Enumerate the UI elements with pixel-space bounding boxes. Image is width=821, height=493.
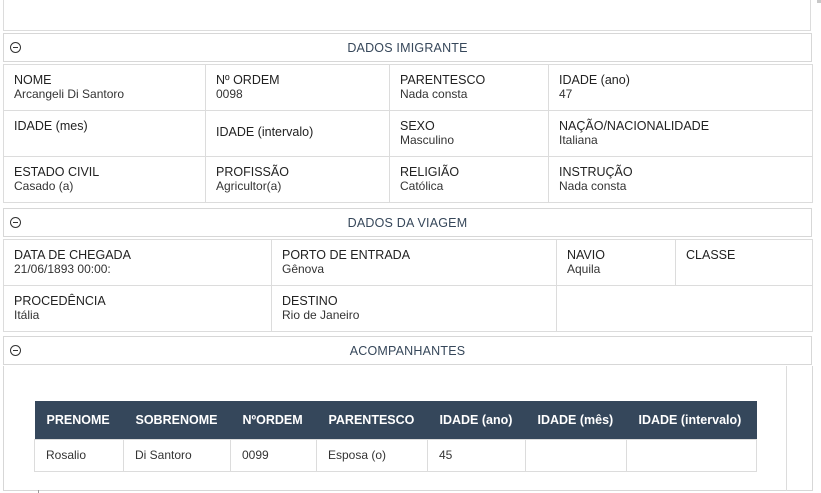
- top-panel: [3, 0, 811, 31]
- field-value: Italiana: [559, 133, 598, 147]
- field-label: DATA DE CHEGADA: [14, 248, 131, 262]
- table-row[interactable]: [35, 439, 757, 471]
- cell-prenome: Rosalio: [35, 439, 124, 471]
- field-value: 21/06/1893 00:00:: [14, 262, 111, 276]
- field-instrucao: [549, 157, 813, 203]
- field-chegada: [4, 240, 272, 286]
- field-label: PARENTESCO: [400, 73, 486, 87]
- field-value: Nada consta: [400, 87, 468, 101]
- column-header-parentesco[interactable]: PARENTESCO: [317, 401, 428, 439]
- imigrante-table: [3, 64, 813, 203]
- column-header-idade-ano[interactable]: IDADE (ano): [428, 401, 526, 439]
- field-parentesco: [390, 65, 549, 111]
- table-row: [4, 157, 813, 203]
- field-porto: [272, 240, 557, 286]
- collapse-minus-icon[interactable]: [10, 42, 21, 53]
- field-label: IDADE (intervalo): [216, 125, 314, 139]
- field-label: PROFISSÃO: [216, 165, 289, 179]
- field-label: DESTINO: [282, 294, 338, 308]
- field-idade-intervalo: [206, 111, 390, 157]
- field-idade-mes: [4, 111, 206, 157]
- field-label: IDADE (mes): [14, 119, 88, 133]
- field-label: PORTO DE ENTRADA: [282, 248, 411, 262]
- field-profissao: [206, 157, 390, 203]
- field-label: NOME: [14, 73, 52, 87]
- field-religiao: [390, 157, 549, 203]
- field-sexo: [390, 111, 549, 157]
- field-value: Arcangeli Di Santoro: [14, 87, 125, 101]
- table-row: [4, 111, 813, 157]
- field-value: 0098: [216, 87, 243, 101]
- column-header-idade-mes[interactable]: IDADE (mês): [526, 401, 627, 439]
- field-value: Casado (a): [14, 179, 74, 193]
- field-value: Itália: [14, 308, 40, 322]
- field-nacionalidade: [549, 111, 813, 157]
- field-value: Católica: [400, 179, 444, 193]
- column-header-sobrenome[interactable]: SOBRENOME: [124, 401, 231, 439]
- section-title: DADOS IMIGRANTE: [347, 40, 468, 55]
- field-label: SEXO: [400, 119, 435, 133]
- section-header-viagem[interactable]: [3, 208, 812, 237]
- field-value: Masculino: [400, 133, 455, 147]
- cell-idade-intervalo: [627, 439, 757, 471]
- table-row: [4, 65, 813, 111]
- field-value: Rio de Janeiro: [282, 308, 360, 322]
- cell-parentesco: Esposa (o): [317, 439, 428, 471]
- scroll-edge: [817, 0, 821, 3]
- field-ordem: [206, 65, 390, 111]
- cell-idade-mes: [526, 439, 627, 471]
- acompanhantes-table: [34, 401, 757, 472]
- field-estado-civil: [4, 157, 206, 203]
- field-value: Gênova: [282, 262, 325, 276]
- field-destino: [272, 286, 557, 332]
- field-procedencia: [4, 286, 272, 332]
- field-label: NAÇÃO/NACIONALIDADE: [559, 119, 710, 133]
- field-label: RELIGIÃO: [400, 165, 460, 179]
- table-row: [4, 240, 813, 286]
- field-nome: [4, 65, 206, 111]
- empty-cell: [557, 286, 813, 332]
- collapse-minus-icon[interactable]: [10, 217, 21, 228]
- field-label: IDADE (ano): [559, 73, 630, 87]
- field-idade-ano: [549, 65, 813, 111]
- field-value: Agricultor(a): [216, 179, 282, 193]
- table-header-row: [35, 401, 757, 439]
- column-header-prenome[interactable]: PRENOME: [35, 401, 124, 439]
- field-label: INSTRUÇÃO: [559, 165, 633, 179]
- collapse-minus-icon[interactable]: [10, 345, 21, 356]
- column-header-ordem[interactable]: NºORDEM: [231, 401, 317, 439]
- section-header-acompanhantes[interactable]: [3, 336, 812, 365]
- field-value: Nada consta: [559, 179, 627, 193]
- field-label: NAVIO: [567, 248, 605, 262]
- cell-ordem: 0099: [231, 439, 317, 471]
- field-navio: [557, 240, 676, 286]
- panel-divider: [786, 366, 787, 491]
- section-title: ACOMPANHANTES: [349, 343, 466, 358]
- column-header-idade-intervalo[interactable]: IDADE (intervalo): [627, 401, 757, 439]
- section-header-imigrante[interactable]: [3, 33, 812, 62]
- viagem-table: [3, 239, 813, 332]
- section-title: DADOS DA VIAGEM: [347, 215, 468, 230]
- field-value: 47: [559, 87, 573, 101]
- table-row: [4, 286, 813, 332]
- field-label: ESTADO CIVIL: [14, 165, 100, 179]
- field-label: Nº ORDEM: [216, 73, 280, 87]
- field-label: PROCEDÊNCIA: [14, 294, 106, 308]
- field-classe: [676, 240, 813, 286]
- field-label: CLASSE: [686, 248, 736, 262]
- cell-sobrenome: Di Santoro: [124, 439, 231, 471]
- field-value: Aquila: [567, 262, 601, 276]
- cell-idade-ano: 45: [428, 439, 526, 471]
